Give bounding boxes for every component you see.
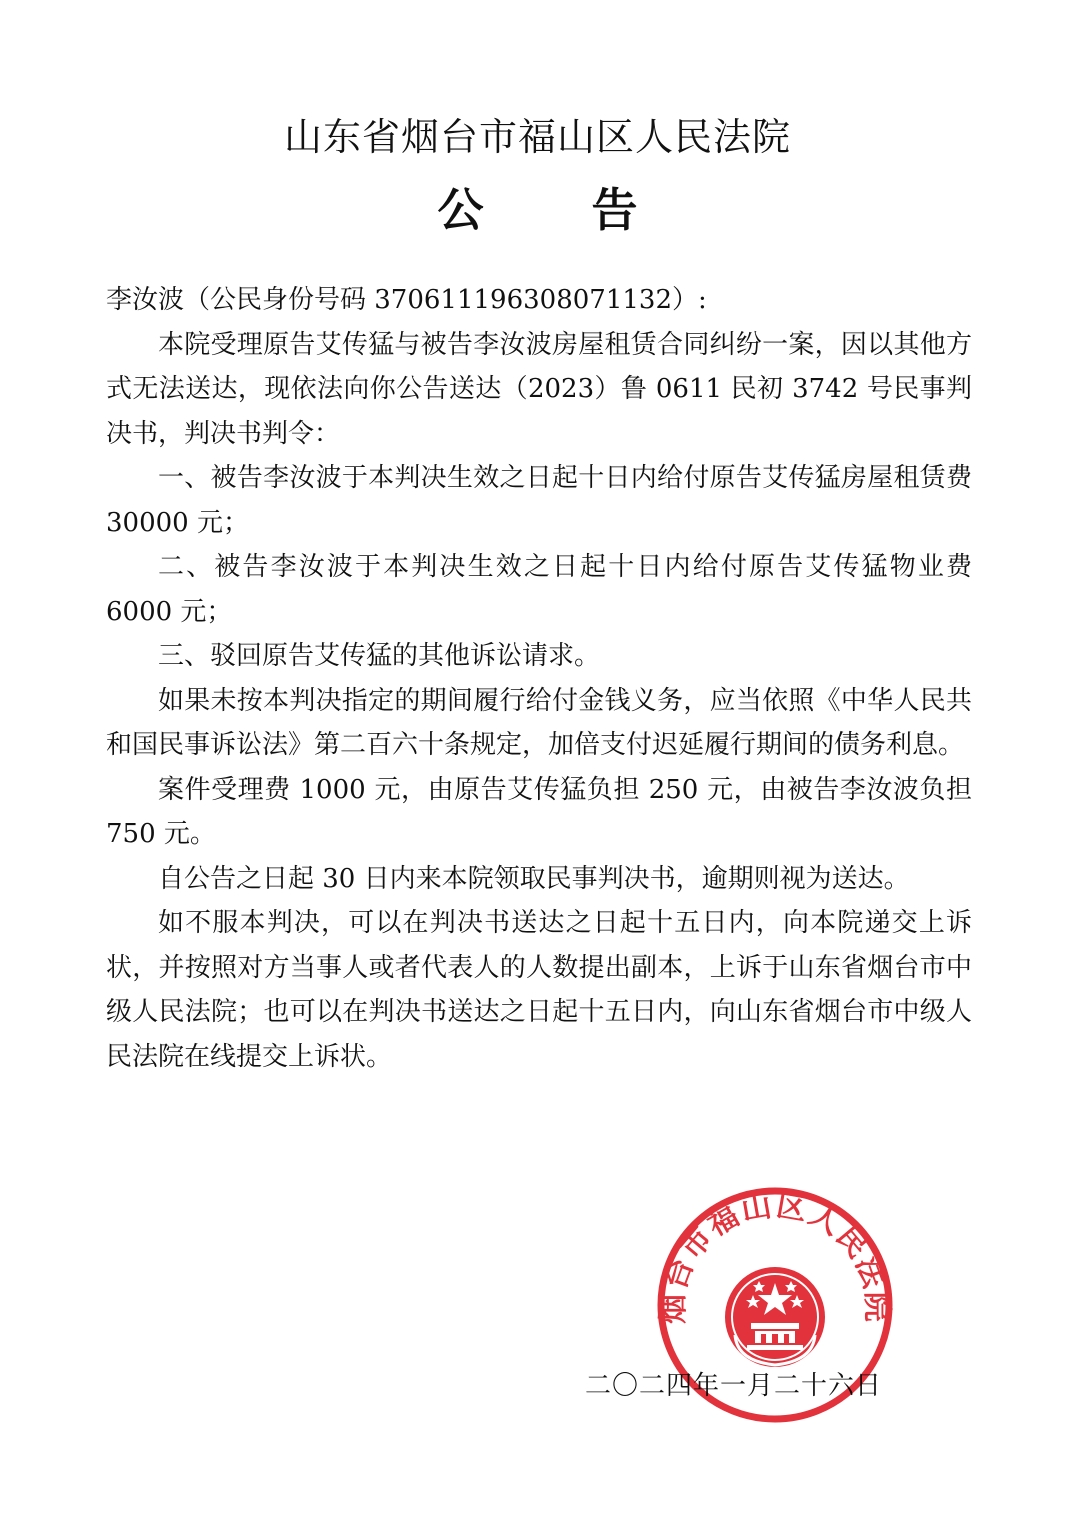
seal-text: 烟台市福山区人民法院 — [655, 1188, 895, 1324]
court-seal — [655, 1185, 895, 1425]
paragraph-interest: 如果未按本判决指定的期间履行给付金钱义务，应当依照《中华人民共和国民事诉讼法》第二百六十条规定，加倍支付迟延履行期间的债务利息。 — [106, 685, 972, 760]
paragraph-collection: 自公告之日起 30 日内来本院领取民事判决书，逾期则视为送达。 — [158, 863, 910, 894]
paragraph-ruling-1: 一、被告李汝波于本判决生效之日起十日内给付原告艾传猛房屋租赁费 30000 元； — [106, 463, 972, 538]
paragraph-appeal: 如不服本判决，可以在判决书送达之日起十五日内，向本院递交上诉状，并按照对方当事人或者代表人的人数提出副本，上诉于山东省烟台市中级人民法院；也可以在判决书送达之日起十五日内，向山东省烟台市中级人民法院在线提交上诉状。 — [106, 908, 972, 1072]
paragraph-case-intro: 本院受理原告艾传猛与被告李汝波房屋租赁合同纠纷一案，因以其他方式无法送达，现依法向你公告送达（2023）鲁 0611 民初 3742 号民事判决书，判决书判令： — [106, 329, 972, 449]
paragraph-ruling-2: 二、被告李汝波于本判决生效之日起十日内给付原告艾传猛物业费 6000 元； — [106, 552, 972, 627]
national-emblem-icon — [725, 1267, 825, 1367]
paragraph-ruling-3: 三、驳回原告艾传猛的其他诉讼请求。 — [158, 641, 601, 671]
document-title — [0, 174, 1075, 240]
paragraph-fees: 案件受理费 1000 元，由原告艾传猛负担 250 元，由被告李汝波负担 750 元。 — [106, 774, 972, 849]
court-name: 山东省烟台市福山区人民法院 — [283, 115, 791, 159]
title-char-1: 公 — [437, 183, 484, 237]
title-char-2: 告 — [591, 183, 638, 237]
seal-graphic — [656, 1188, 894, 1419]
notice-body — [106, 278, 972, 1079]
notice-date: 二〇二四年一月二十六日 — [585, 1371, 883, 1401]
addressee: 李汝波（公民身份号码 370611196308071132）: — [106, 285, 707, 315]
